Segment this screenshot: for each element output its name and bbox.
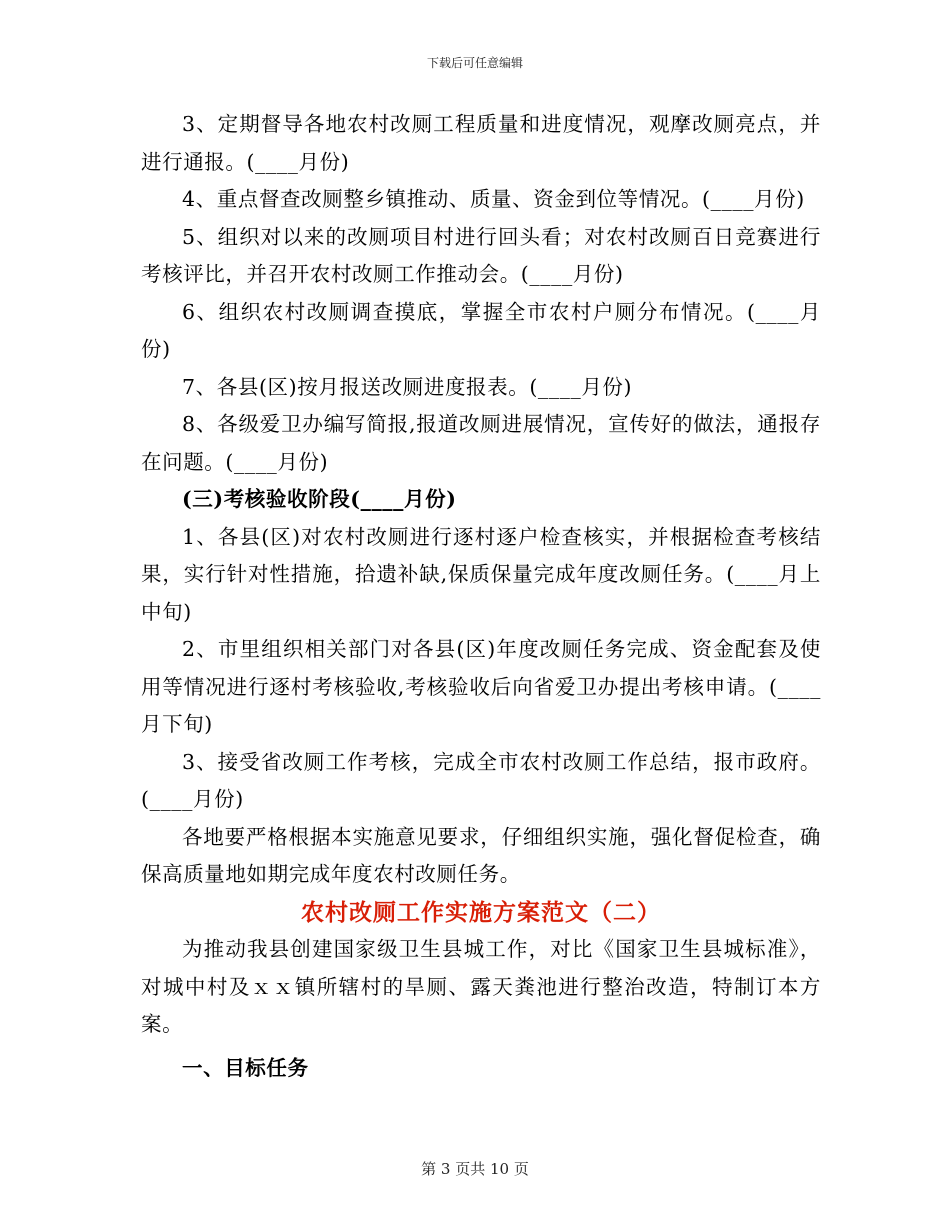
section-heading-acceptance: (三)考核验收阶段(____月份) (182, 487, 457, 511)
document-title: 农村改厕工作实施方案范文（二） (301, 898, 661, 926)
paragraph-item-8: 8、各级爱卫办编写简报,报道改厕进展情况，宣传好的做法，通报存在问题。(____月份) (141, 412, 821, 474)
section-heading-goals: 一、目标任务 (182, 1055, 309, 1080)
page-header: 下载后可任意编辑 (426, 56, 523, 70)
paragraph-item-5: 5、组织对以来的改厕项目村进行回头看；对农村改厕百日竞赛进行考核评比，并召开农村改厕工作推动会。(____月份) (141, 224, 821, 286)
document-body (141, 106, 821, 1087)
closing-paragraph: 各地要严格根据本实施意见要求，仔细组织实施，强化督促检查，确保高质量地如期完成年度农村改厕任务。 (141, 824, 821, 886)
paragraph-item-7: 7、各县(区)按月报送改厕进度报表。(____月份) (182, 374, 633, 399)
paragraph-item-4: 4、重点督查改厕整乡镇推动、质量、资金到位等情况。(____月份) (182, 187, 805, 211)
acceptance-item-1: 1、各县(区)对农村改厕进行逐村逐户检查核实，并根据检查考核结果，实行针对性措施，拾遗补缺,保质保量完成年度改厕任务。(____月上中旬) (141, 524, 821, 624)
intro-paragraph: 为推动我县创建国家级卫生县城工作，对比《国家卫生县城标准》，对城中村及ｘｘ镇所辖村的旱厕、露天粪池进行整治改造，特制订本方案。 (141, 937, 821, 1036)
paragraph-item-6: 6、组织农村改厕调查摸底，掌握全市农村户厕分布情况。(____月份) (141, 299, 821, 361)
acceptance-item-2: 2、市里组织相关部门对各县(区)年度改厕任务完成、资金配套及使用等情况进行逐村考核验收,考核验收后向省爱卫办提出考核申请。(____月下旬) (141, 637, 821, 736)
paragraph-item-3: 3、定期督导各地农村改厕工程质量和进度情况，观摩改厕亮点，并进行通报。(____月份) (141, 112, 821, 174)
acceptance-item-3: 3、接受省改厕工作考核，完成全市农村改厕工作总结，报市政府。(____月份) (141, 749, 821, 811)
page-footer: 第 3 页共 10 页 (421, 1160, 529, 1178)
